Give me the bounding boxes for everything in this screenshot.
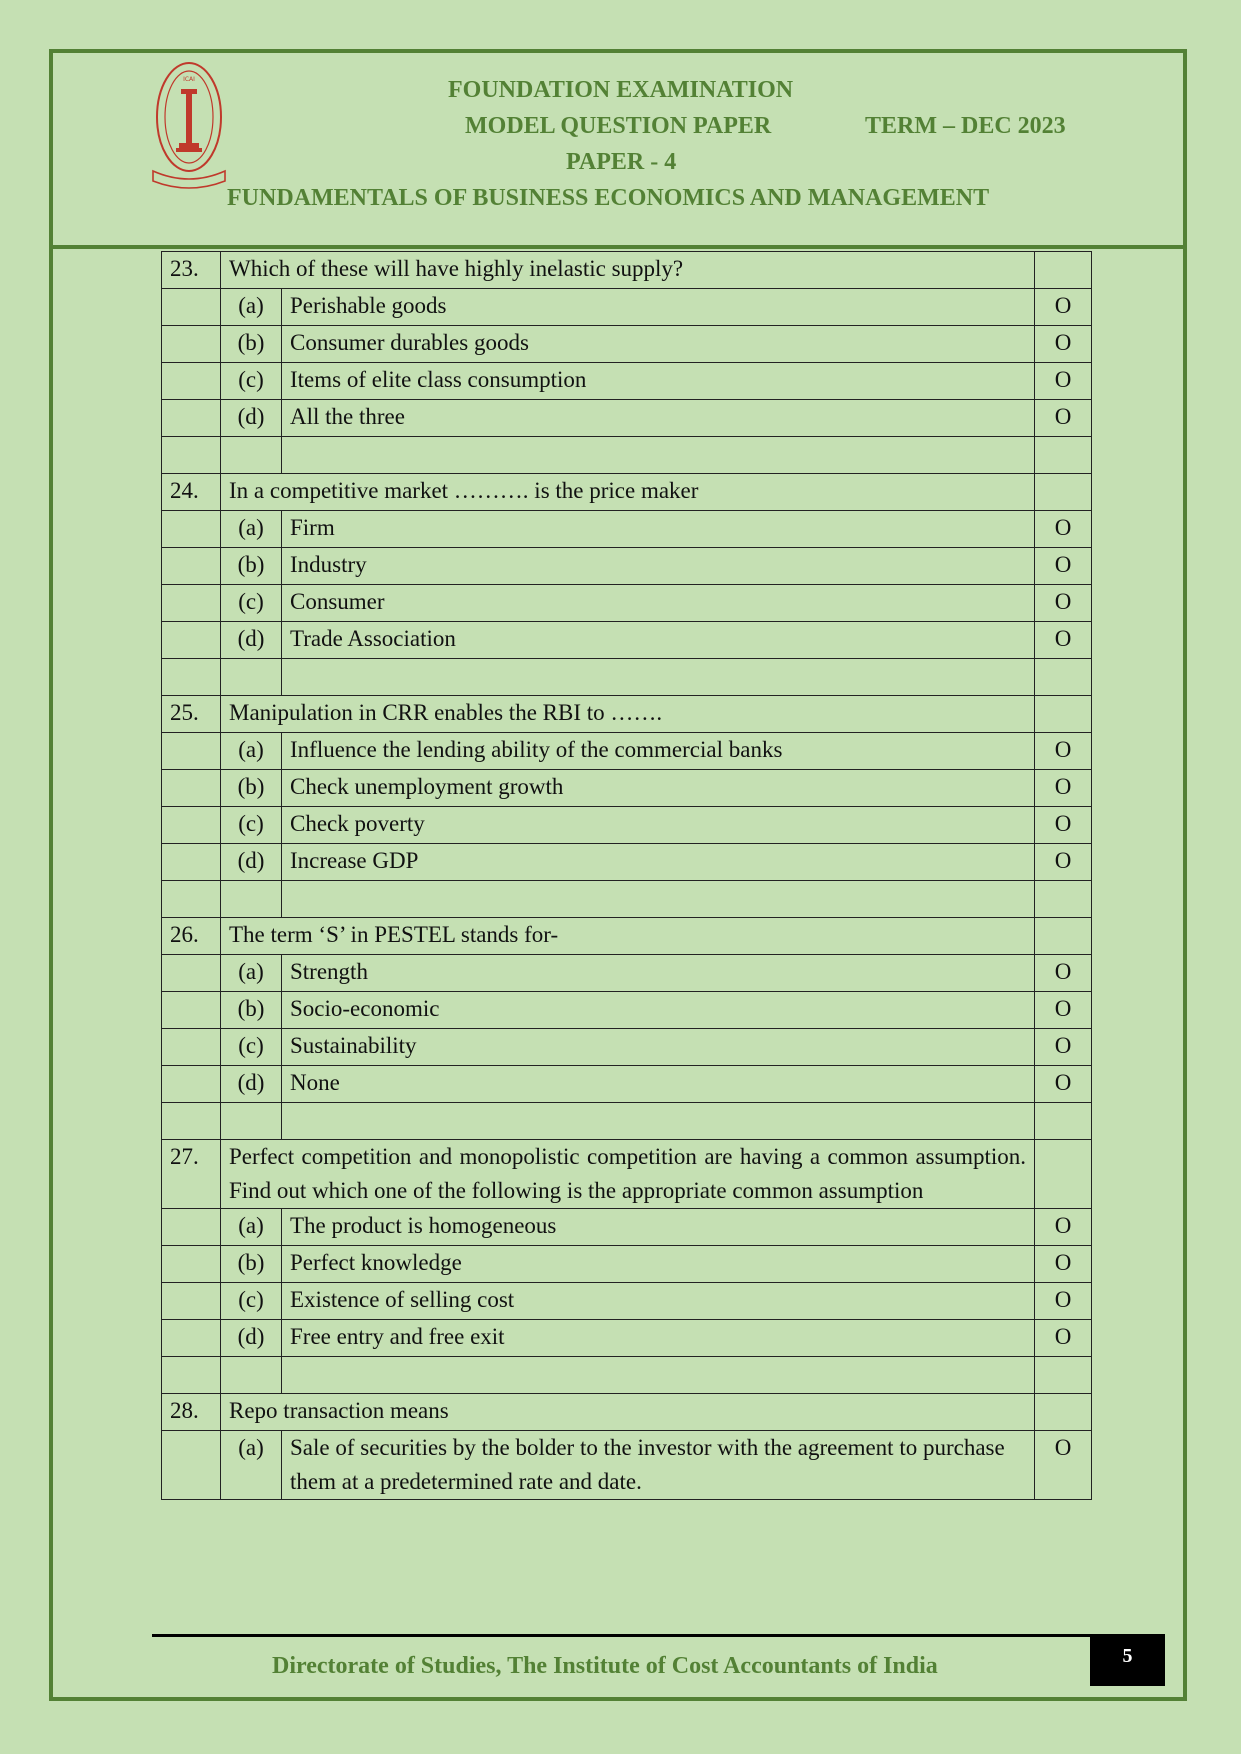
option-bubble[interactable]: O [1035, 1320, 1092, 1357]
option-text: None [282, 1066, 1035, 1103]
option-spacer [162, 1246, 221, 1283]
option-letter: (b) [221, 1246, 282, 1283]
option-row [162, 1431, 1092, 1500]
option-letter: (b) [221, 548, 282, 585]
option-letter: (b) [221, 992, 282, 1029]
option-letter: (a) [221, 1209, 282, 1246]
option-row [162, 585, 1092, 622]
option-spacer [162, 622, 221, 659]
empty-cell [162, 1103, 221, 1140]
empty-cell [282, 437, 1035, 474]
option-spacer [162, 1283, 221, 1320]
option-bubble[interactable]: O [1035, 807, 1092, 844]
question-text: The term ‘S’ in PESTEL stands for- [221, 918, 1035, 955]
option-row [162, 1209, 1092, 1246]
option-row [162, 326, 1092, 363]
option-bubble[interactable]: O [1035, 1029, 1092, 1066]
empty-cell [1035, 1357, 1092, 1394]
option-bubble[interactable]: O [1035, 1066, 1092, 1103]
empty-cell [282, 881, 1035, 918]
page-number: 5 [1090, 1634, 1165, 1686]
spacer-row [162, 881, 1092, 918]
option-letter: (a) [221, 511, 282, 548]
option-spacer [162, 992, 221, 1029]
option-letter: (c) [221, 363, 282, 400]
option-text: Perfect knowledge [282, 1246, 1035, 1283]
option-bubble[interactable]: O [1035, 326, 1092, 363]
question-number: 24. [162, 474, 221, 511]
option-row [162, 622, 1092, 659]
question-row [162, 252, 1092, 289]
svg-text:ICAI: ICAI [183, 76, 195, 83]
option-spacer [162, 1431, 221, 1500]
empty-cell [282, 1357, 1035, 1394]
option-letter: (d) [221, 1066, 282, 1103]
option-spacer [162, 1066, 221, 1103]
option-spacer [162, 733, 221, 770]
option-bubble[interactable]: O [1035, 585, 1092, 622]
question-number: 26. [162, 918, 221, 955]
empty-cell [1035, 881, 1092, 918]
option-bubble[interactable]: O [1035, 770, 1092, 807]
option-letter: (c) [221, 1283, 282, 1320]
subject-title: FUNDAMENTALS OF BUSINESS ECONOMICS AND MANAGEMENT [227, 185, 990, 211]
option-row [162, 844, 1092, 881]
empty-cell [221, 1357, 282, 1394]
option-text: Trade Association [282, 622, 1035, 659]
option-text: Socio-economic [282, 992, 1035, 1029]
question-row [162, 696, 1092, 733]
empty-cell [221, 1103, 282, 1140]
option-text: Consumer durables goods [282, 326, 1035, 363]
option-row [162, 1283, 1092, 1320]
answer-cell [1035, 474, 1092, 511]
option-row [162, 1246, 1092, 1283]
option-text: The product is homogeneous [282, 1209, 1035, 1246]
question-text: In a competitive market ………. is the price maker [221, 474, 1035, 511]
empty-cell [221, 659, 282, 696]
option-spacer [162, 511, 221, 548]
option-spacer [162, 1209, 221, 1246]
option-row [162, 511, 1092, 548]
empty-cell [1035, 437, 1092, 474]
option-row [162, 289, 1092, 326]
footer-rule [152, 1634, 1090, 1637]
institute-logo-icon [149, 59, 229, 189]
question-table [161, 251, 1092, 1500]
option-text: Sustainability [282, 1029, 1035, 1066]
answer-cell [1035, 696, 1092, 733]
option-row [162, 548, 1092, 585]
option-letter: (a) [221, 955, 282, 992]
answer-cell [1035, 918, 1092, 955]
option-letter: (d) [221, 1320, 282, 1357]
empty-cell [162, 881, 221, 918]
empty-cell [221, 437, 282, 474]
option-bubble[interactable]: O [1035, 1209, 1092, 1246]
answer-cell [1035, 1140, 1092, 1209]
option-spacer [162, 289, 221, 326]
option-spacer [162, 400, 221, 437]
option-row [162, 807, 1092, 844]
spacer-row [162, 1357, 1092, 1394]
option-bubble[interactable]: O [1035, 1431, 1092, 1500]
option-spacer [162, 807, 221, 844]
option-text: Industry [282, 548, 1035, 585]
exam-title: FOUNDATION EXAMINATION [448, 77, 794, 103]
option-letter: (d) [221, 400, 282, 437]
option-text: Existence of selling cost [282, 1283, 1035, 1320]
option-spacer [162, 844, 221, 881]
question-text: Which of these will have highly inelastic supply? [221, 252, 1035, 289]
option-letter: (b) [221, 326, 282, 363]
option-spacer [162, 585, 221, 622]
option-text: Consumer [282, 585, 1035, 622]
option-spacer [162, 1029, 221, 1066]
option-text: Increase GDP [282, 844, 1035, 881]
empty-cell [1035, 1103, 1092, 1140]
question-number: 27. [162, 1140, 221, 1209]
option-spacer [162, 548, 221, 585]
footer-text: Directorate of Studies, The Institute of Cost Accountants of India [272, 1653, 938, 1679]
question-row [162, 918, 1092, 955]
empty-cell [162, 1357, 221, 1394]
answer-cell [1035, 1394, 1092, 1431]
option-spacer [162, 955, 221, 992]
option-bubble[interactable]: O [1035, 622, 1092, 659]
option-text: Check poverty [282, 807, 1035, 844]
option-bubble[interactable]: O [1035, 1246, 1092, 1283]
option-letter: (a) [221, 1431, 282, 1500]
option-bubble[interactable]: O [1035, 1283, 1092, 1320]
option-spacer [162, 363, 221, 400]
option-text: Free entry and free exit [282, 1320, 1035, 1357]
empty-cell [282, 659, 1035, 696]
empty-cell [221, 881, 282, 918]
option-spacer [162, 1320, 221, 1357]
option-spacer [162, 326, 221, 363]
option-text: Items of elite class consumption [282, 363, 1035, 400]
question-text: Manipulation in CRR enables the RBI to ……. [221, 696, 1035, 733]
header [53, 53, 1183, 249]
option-letter: (c) [221, 1029, 282, 1066]
option-letter: (d) [221, 844, 282, 881]
question-number: 23. [162, 252, 221, 289]
empty-cell [162, 437, 221, 474]
option-text: All the three [282, 400, 1035, 437]
option-bubble[interactable]: O [1035, 511, 1092, 548]
option-bubble[interactable]: O [1035, 289, 1092, 326]
question-row [162, 474, 1092, 511]
option-bubble[interactable]: O [1035, 844, 1092, 881]
option-letter: (b) [221, 770, 282, 807]
question-row [162, 1140, 1092, 1209]
spacer-row [162, 1103, 1092, 1140]
empty-cell [162, 659, 221, 696]
option-text: Firm [282, 511, 1035, 548]
option-text: Sale of securities by the bolder to the investor with the agreement to purchase them at a predetermined rate and date. [282, 1431, 1035, 1500]
model-paper-title: MODEL QUESTION PAPER [465, 113, 772, 139]
option-row [162, 1029, 1092, 1066]
option-letter: (d) [221, 622, 282, 659]
question-text: Perfect competition and monopolistic competition are having a common assumption. Find out which one of the following is the appropriate common assumption [221, 1140, 1035, 1209]
question-row [162, 1394, 1092, 1431]
option-bubble[interactable]: O [1035, 548, 1092, 585]
empty-cell [1035, 659, 1092, 696]
option-text: Perishable goods [282, 289, 1035, 326]
option-row [162, 1320, 1092, 1357]
option-bubble[interactable]: O [1035, 955, 1092, 992]
option-letter: (c) [221, 585, 282, 622]
option-letter: (c) [221, 807, 282, 844]
option-bubble[interactable]: O [1035, 733, 1092, 770]
option-row [162, 1066, 1092, 1103]
option-row [162, 770, 1092, 807]
option-text: Influence the lending ability of the commercial banks [282, 733, 1035, 770]
question-number: 25. [162, 696, 221, 733]
option-row [162, 955, 1092, 992]
option-text: Check unemployment growth [282, 770, 1035, 807]
option-row [162, 992, 1092, 1029]
question-number: 28. [162, 1394, 221, 1431]
answer-cell [1035, 252, 1092, 289]
question-text: Repo transaction means [221, 1394, 1035, 1431]
option-bubble[interactable]: O [1035, 992, 1092, 1029]
option-bubble[interactable]: O [1035, 400, 1092, 437]
option-spacer [162, 770, 221, 807]
option-row [162, 733, 1092, 770]
option-letter: (a) [221, 733, 282, 770]
paper-label: PAPER - 4 [566, 149, 677, 175]
spacer-row [162, 437, 1092, 474]
term-label: TERM – DEC 2023 [865, 113, 1066, 139]
option-bubble[interactable]: O [1035, 363, 1092, 400]
option-letter: (a) [221, 289, 282, 326]
spacer-row [162, 659, 1092, 696]
option-row [162, 363, 1092, 400]
empty-cell [282, 1103, 1035, 1140]
option-row [162, 400, 1092, 437]
option-text: Strength [282, 955, 1035, 992]
